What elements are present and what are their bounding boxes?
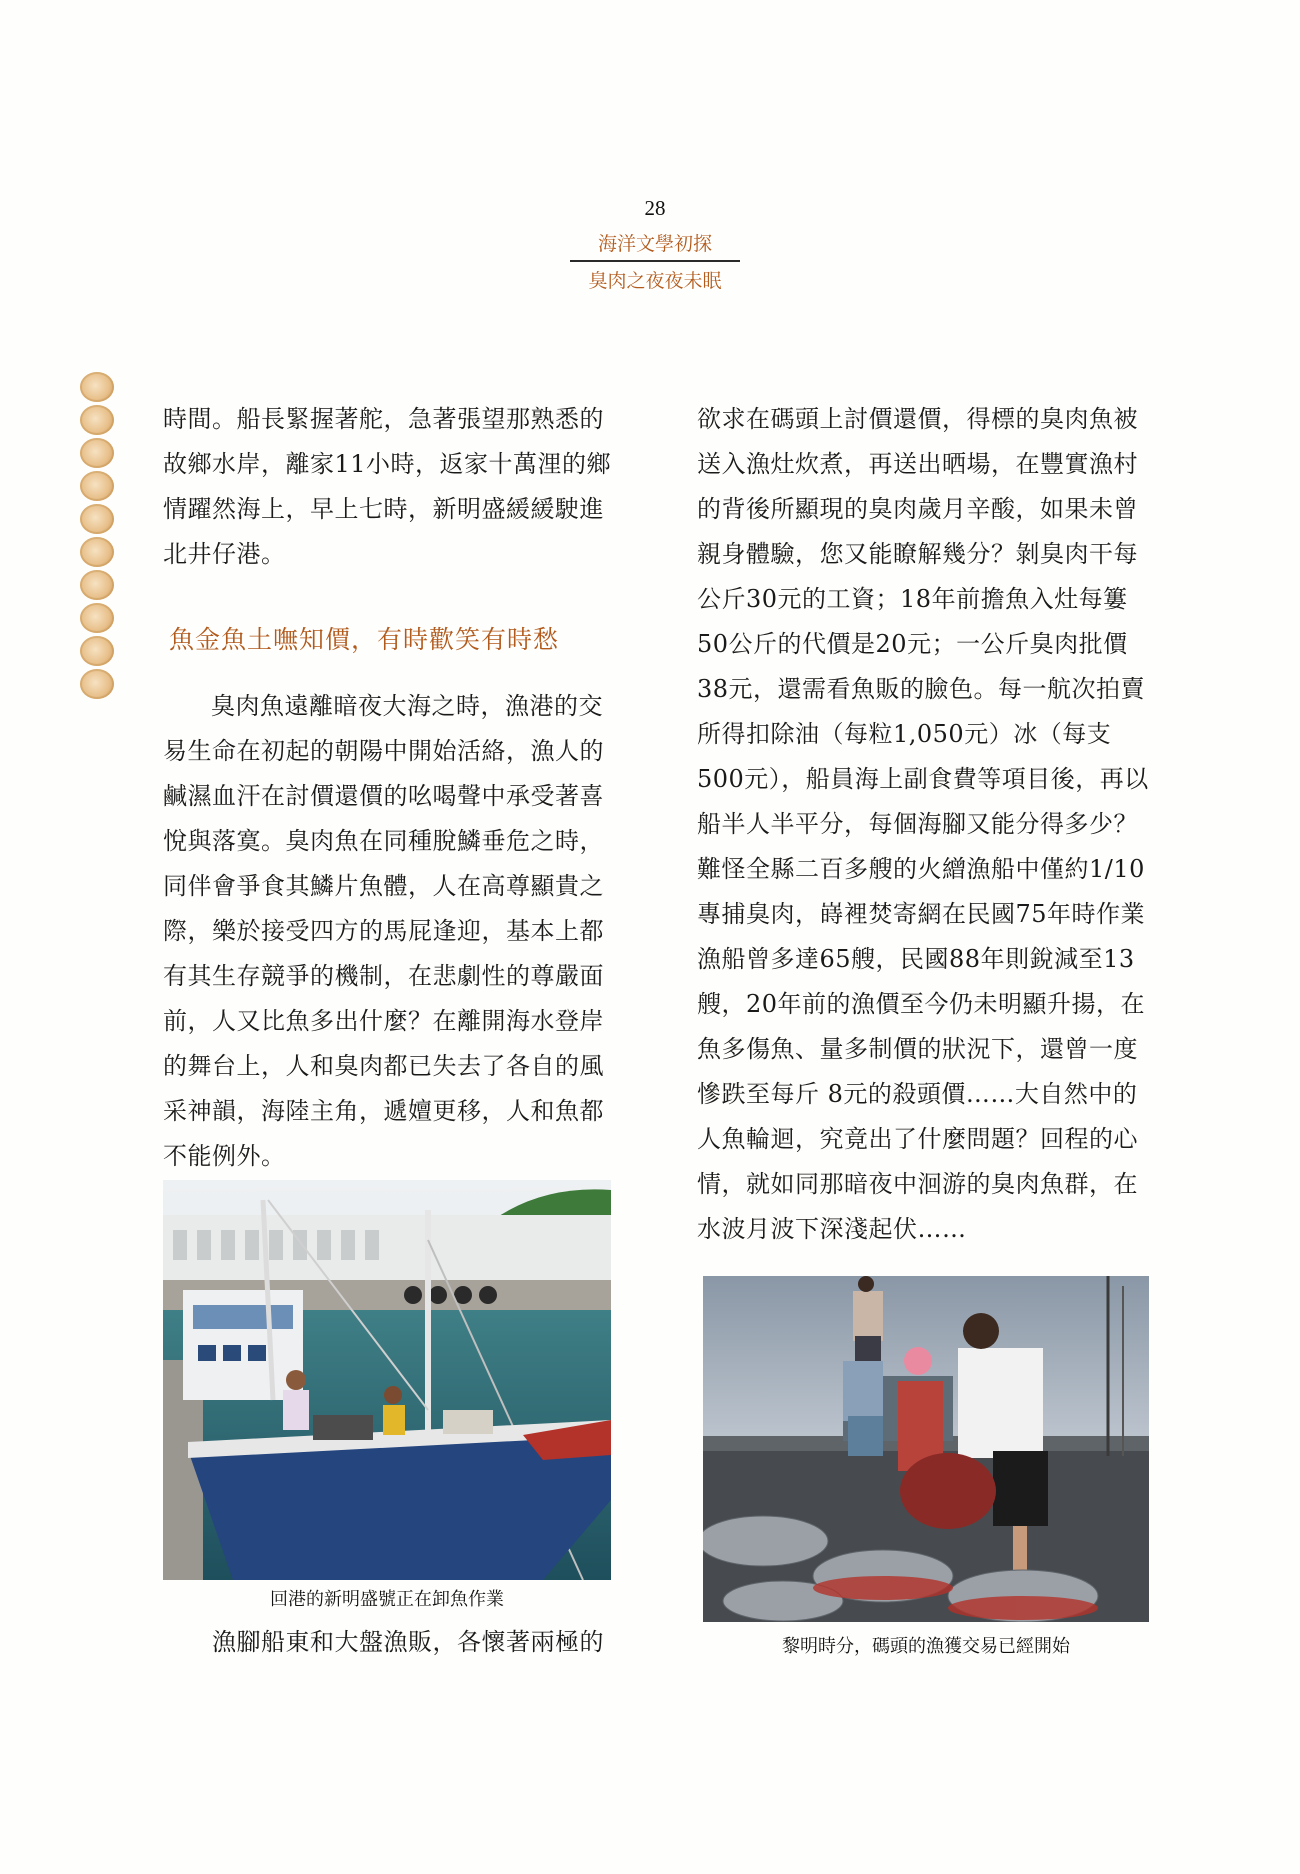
- series-title: 海洋文學初探: [597, 233, 712, 255]
- ornament-dot: [80, 438, 114, 468]
- paragraph: 時間。船長緊握著舵，急著張望那熟悉的故鄉水岸，離家11小時，返家十萬浬的鄉情躍然海上，早上七時，新明盛緩緩駛進北井仔港。: [163, 405, 612, 568]
- ornament-dot: [80, 405, 114, 435]
- paragraph: 臭肉魚遠離暗夜大海之時，漁港的交易生命在初起的朝陽中開始活絡，漁人的鹹濕血汗在討價還價的吆喝聲中承受著喜悅與落寞。臭肉魚在同種脫鱗垂危之時，同伴會爭食其鱗片魚體，人在高尊顯貴之際，樂於接受四方的馬屁逢迎，基本上都有其生存競爭的機制，在悲劇性的尊嚴面前，人又比魚多出什麼？在離開海水登岸的舞台上，人和臭肉都已失去了各自的風采神韻，海陸主角，遞嬗更移，人和魚都不能例外。: [163, 692, 604, 1170]
- photo-fishing-boat-unloading: [163, 1180, 611, 1580]
- left-text-column: [163, 397, 623, 1179]
- ornament-dot: [80, 669, 114, 699]
- ornament-dot: [80, 372, 114, 402]
- ornament-dot: [80, 471, 114, 501]
- decorative-margin-ornament: [80, 372, 116, 702]
- ornament-dot: [80, 537, 114, 567]
- right-text-column: [697, 397, 1152, 1252]
- article-title: 臭肉之夜夜未眠: [588, 270, 722, 292]
- photo-caption-left: 回港的新明盛號正在卸魚作業: [270, 1589, 504, 1610]
- page-number: 28: [644, 196, 666, 220]
- paragraph-continuation: 漁腳船東和大盤漁販，各懷著兩極的: [212, 1628, 604, 1656]
- header-rule: [570, 260, 740, 262]
- ornament-dot: [80, 504, 114, 534]
- photo-dawn-fish-market: [703, 1276, 1149, 1622]
- ornament-dot: [80, 603, 114, 633]
- ornament-dot: [80, 570, 114, 600]
- section-heading: 魚金魚土嘸知價，有時歡笑有時愁: [169, 625, 560, 654]
- running-header: [560, 196, 750, 293]
- paragraph: 欲求在碼頭上討價還價，得標的臭肉魚被送入漁灶炊煮，再送出晒場，在豐實漁村的背後所顯現的臭肉歲月辛酸，如果未曾親身體驗，您又能瞭解幾分？剝臭肉干每公斤30元的工資；18年前擔魚入灶每簍50公斤的代價是20元；一公斤臭肉批價38元，還需看魚販的臉色。每一航次拍賣所得扣除油（每粒1,050元）冰（每支500元），船員海上副食費等項目後，再以船半人半平分，每個海腳又能分得多少？難怪全縣二百多艘的火繒漁船中僅約1/10專捕臭肉，嵵裡焚寄網在民國75年時作業漁船曾多達65艘，民國88年則銳減至13艘，20年前的漁價至今仍未明顯升揚，在魚多傷魚、量多制價的狀況下，還曾一度慘跌至每斤 8元的殺頭價……大自然中的人魚輪迴，究竟出了什麼問題？回程的心情，就如同那暗夜中洄游的臭肉魚群，在水波月波下深淺起伏……: [697, 405, 1149, 1243]
- photo-caption-right: 黎明時分，碼頭的漁獲交易已經開始: [782, 1636, 1070, 1657]
- ornament-dot: [80, 636, 114, 666]
